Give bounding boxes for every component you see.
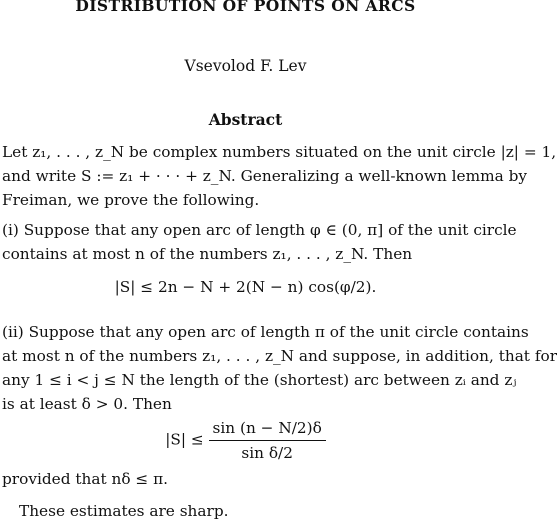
part-i-paragraph	[2, 218, 517, 266]
intro-line-2: and write S := z₁ + · · · + z_N. Generalizing a well-known lemma by	[2, 167, 528, 185]
paper-title: DISTRIBUTION OF POINTS ON ARCS	[75, 0, 416, 15]
equation-part-i: |S| ≤ 2n − N + 2(N − n) cos(φ/2).	[114, 278, 377, 296]
equation-part-ii	[0, 416, 491, 465]
part-ii-condition	[2, 467, 489, 491]
part-ii-line-2: at most n of the numbers z₁, . . . , z_N and suppose, in addition, that for	[2, 347, 557, 365]
fraction-numerator: sin (n − N/2)δ	[209, 416, 326, 441]
intro-line-3: Freiman, we prove the following.	[2, 191, 260, 209]
intro-line-1: Let z₁, . . . , z_N be complex numbers situated on the unit circle |z| = 1,	[2, 143, 557, 161]
equation-part-ii-lhs: |S| ≤	[165, 430, 204, 449]
part-ii-line-1: (ii) Suppose that any open arc of length π of the unit circle contains	[2, 323, 529, 341]
part-i-line-1: (i) Suppose that any open arc of length φ ∈ (0, π] of the unit circle	[2, 221, 517, 239]
part-ii-line-3: any 1 ≤ i < j ≤ N the length of the (shortest) arc between zᵢ and zⱼ	[2, 371, 517, 389]
abstract-heading: Abstract	[208, 110, 283, 129]
condition-line: provided that nδ ≤ π.	[2, 470, 168, 488]
author-name: Vsevolod F. Lev	[184, 57, 307, 75]
fraction-denominator: sin δ/2	[241, 444, 293, 462]
abstract-intro-paragraph	[2, 140, 557, 212]
equation-part-ii-fraction	[209, 416, 326, 465]
part-ii-paragraph	[2, 320, 557, 416]
part-ii-line-4: is at least δ > 0. Then	[2, 395, 172, 413]
closing-line: These estimates are sharp.	[19, 502, 229, 520]
closing-paragraph	[19, 499, 489, 523]
part-i-line-2: contains at most n of the numbers z₁, . . . , z_N. Then	[2, 245, 413, 263]
